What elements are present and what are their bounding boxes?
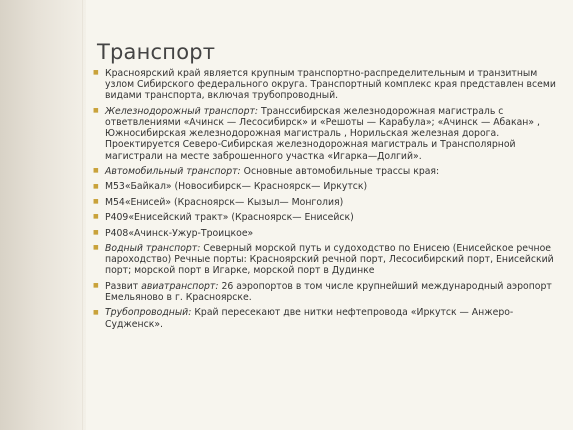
bullet-text-prefix: Развит <box>105 280 142 292</box>
square-bullet-icon <box>93 199 98 204</box>
square-bullet-icon <box>93 245 98 250</box>
bullet-text: 26 аэропортов в том числе крупнейший международный аэропорт Емельяново в г. Красноярске. <box>105 280 552 303</box>
bullet-text: Р409«Енисейский тракт» (Красноярск— Енисейск) <box>105 212 354 224</box>
bullet-item <box>91 281 561 303</box>
bullet-text: Основные автомобильные трассы края: <box>240 166 440 177</box>
bullet-text: М54«Енисей» (Красноярск— Кызыл— Монголия) <box>105 196 344 208</box>
square-bullet-icon <box>93 310 98 315</box>
bullet-lead: Водный транспорт: <box>105 242 201 254</box>
bullet-item <box>91 166 561 177</box>
bullet-item <box>91 106 561 162</box>
left-decorative-bar <box>0 0 86 430</box>
bullet-item <box>91 181 561 192</box>
bullet-lead: Железнодорожный транспорт: <box>105 105 259 117</box>
bullet-text: Северный морской путь и судоходство по Енисею (Енисейское речное пароходство) Речные порты: Красноярский речной порт, Лесосибирский порт, Енисейский порт; морской порт в Игарке, морской порт в Дудинке <box>105 242 554 277</box>
square-bullet-icon <box>93 70 98 75</box>
bullet-text: М53«Байкал» (Новосибирск— Красноярск— Иркутск) <box>105 181 368 193</box>
bullet-lead: авиатранспорт: <box>141 280 219 292</box>
bullet-text: Красноярский край является крупным транспортно-распределительным и транзитным узлом Сибирского федерального округа. Транспортный комплекс края представлен всеми видами транспорта, включая трубопроводный. <box>105 68 556 102</box>
bullet-text: Р408«Ачинск-Ужур-Троицкое» <box>105 227 254 239</box>
bullet-item <box>91 68 561 102</box>
bullet-item <box>91 228 561 239</box>
bullet-item <box>91 197 561 208</box>
bullet-item <box>91 243 561 277</box>
slide-content <box>91 36 561 334</box>
square-bullet-icon <box>93 184 98 189</box>
bullet-item <box>91 212 561 223</box>
bullet-lead: Трубопроводный: <box>105 307 192 319</box>
square-bullet-icon <box>93 230 98 235</box>
bullet-item <box>91 307 561 329</box>
left-bar-divider <box>82 0 83 430</box>
slide-title: Транспорт <box>97 40 216 64</box>
bullet-lead: Автомобильный транспорт: <box>105 166 241 177</box>
bullet-text: Край пересекают две нитки нефтепровода «Иркутск — Анжеро-Судженск». <box>105 307 514 330</box>
bullet-list <box>91 68 561 330</box>
square-bullet-icon <box>93 214 98 219</box>
bullet-text: Транссибирская железнодорожная магистраль с ответвлениями «Ачинск — Лесосибирск» и «Решоты — Карабула»; «Ачинск — Абакан» , Южносибирская железнодорожная магистраль , Норильская железная дорога. Проектируется Северо-Сибирская железнодорожная магистраль и Трансполярной магистрали на месте заброшенного участка «Игарка—Долгий». <box>105 105 540 162</box>
square-bullet-icon <box>93 108 98 113</box>
square-bullet-icon <box>93 283 98 288</box>
square-bullet-icon <box>93 168 98 173</box>
